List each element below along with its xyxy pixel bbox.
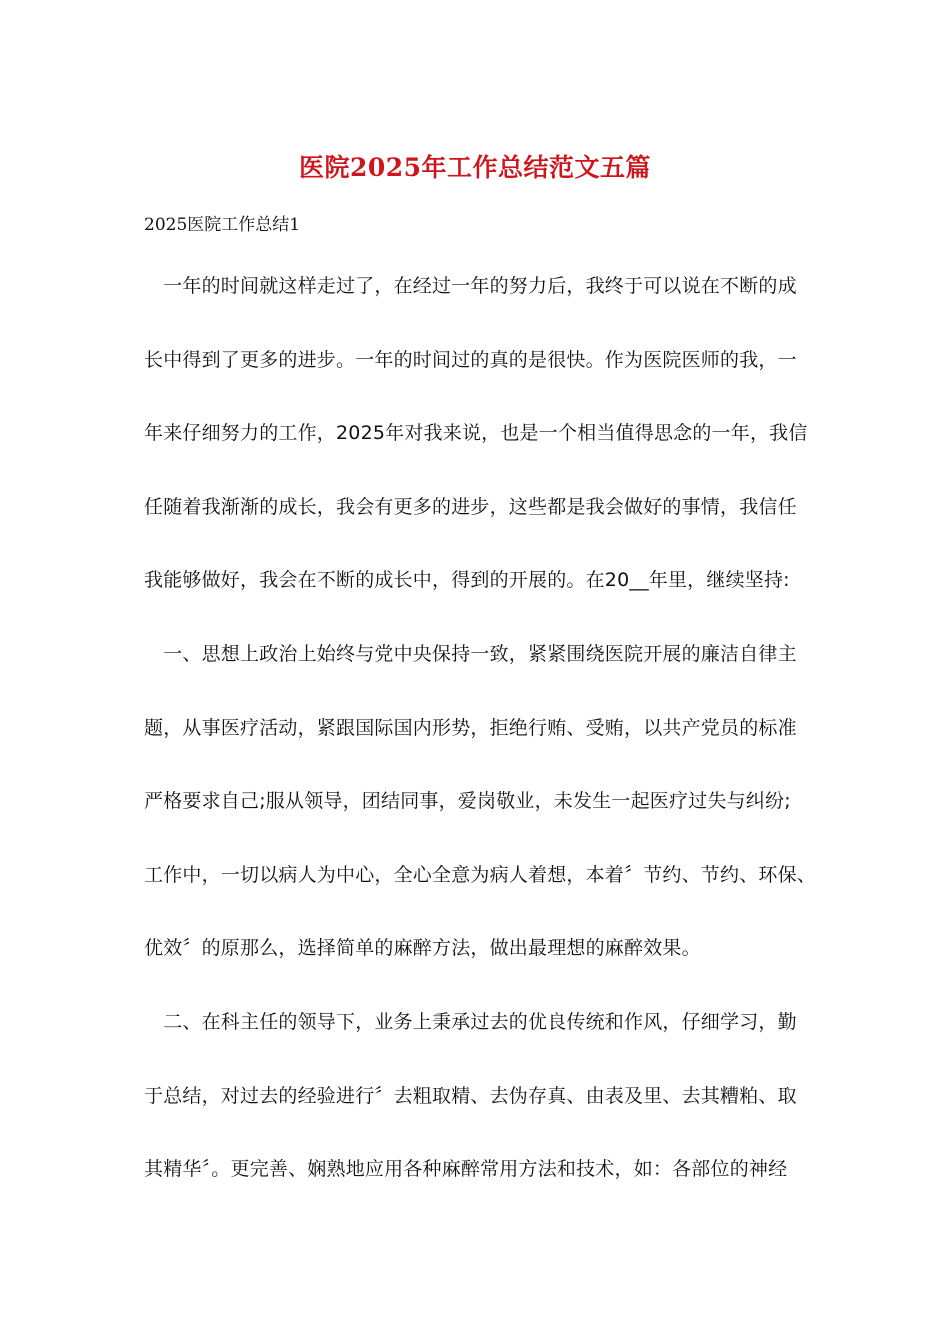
text-line: 我能够做好，我会在不断的成长中，得到的开展的。在20__年里，继续坚持: (144, 569, 790, 592)
text-line: 题，从事医疗活动，紧跟国际国内形势，拒绝行贿、受贿，以共产党员的标准 (144, 716, 797, 739)
text-line: 优效〞的原那么，选择简单的麻醉方法，做出最理想的麻醉效果。 (144, 937, 701, 960)
text-line: 一年的时间就这样走过了，在经过一年的努力后，我终于可以说在不断的成 (144, 275, 797, 297)
text-line: 于总结，对过去的经验进行〞去粗取精、去伪存真、由表及里、去其糟粕、取 (144, 1084, 797, 1107)
text-line: 年来仔细努力的工作，2025年对我来说，也是一个相当值得思念的一年，我信 (144, 422, 808, 445)
text-line: 任随着我渐渐的成长，我会有更多的进步，这些都是我会做好的事情，我信任 (144, 495, 797, 518)
text-line: 严格要求自己;服从领导，团结同事，爱岗敬业，未发生一起医疗过失与纠纷; (144, 790, 791, 813)
text-line: 长中得到了更多的进步。一年的时间过的真的是很快。作为医院医师的我，一 (144, 348, 797, 371)
text-line: 二、在科主任的领导下，业务上秉承过去的优良传统和作风，仔细学习，勤 (144, 1010, 797, 1033)
text-line: 一、思想上政治上始终与党中央保持一致，紧紧围绕医院开展的廉洁自律主 (144, 642, 797, 665)
body-text (144, 270, 817, 1227)
text-line: 其精华〞。更完善、娴熟地应用各种麻醉常用方法和技术，如：各部位的神经 (144, 1158, 788, 1181)
text-line: 工作中，一切以病人为中心，全心全意为病人着想，本着〞节约、节约、环保、 (144, 863, 817, 886)
section-heading: 2025医院工作总结1 (144, 215, 301, 235)
document-title: 医院2025年工作总结范文五篇 (298, 153, 652, 182)
